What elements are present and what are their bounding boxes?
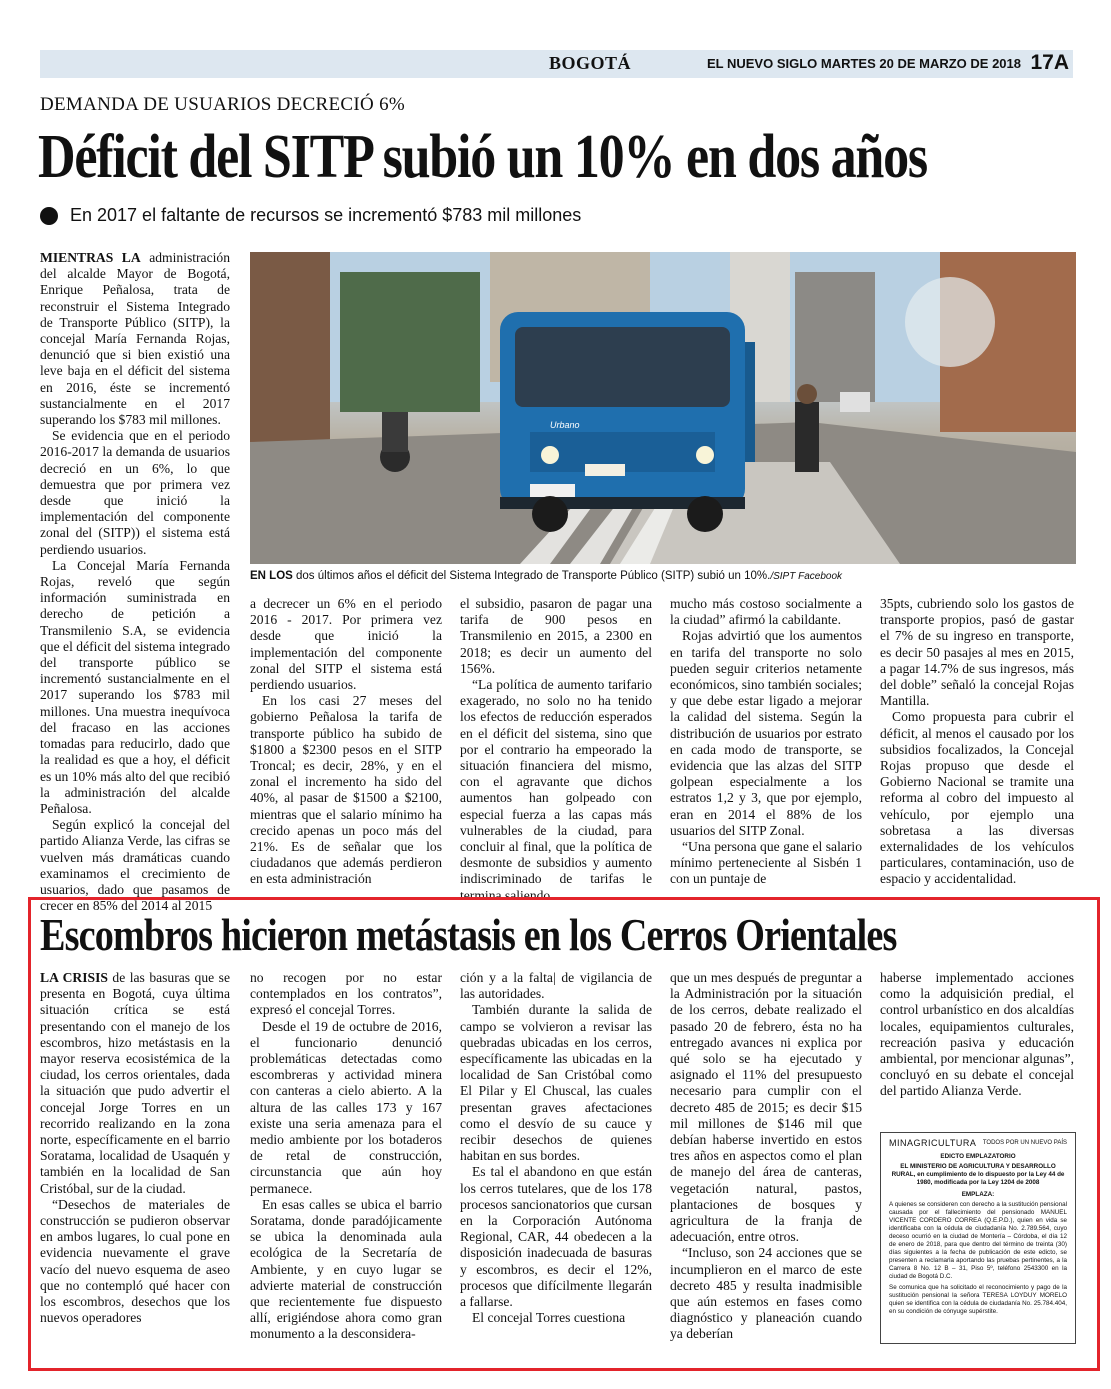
edict-body: A quienes se consideren con derecho a la sustitución pensional causada por el fallecimiento del pensionado MANUEL VICENTE CORDERO CORREA (Q.E.P.D.), quien en vida se identificaba con la cédula de ciudadanía No. 2.789.564, cuyo deceso ocurrió en la ciudad de Montería – Córdoba, el día 12 de enero de 2018, para que dentro del término de treinta (30) días siguientes a la fecha de publicación de este edicto, se presenten a reclamarla aportando las pruebas pertinentes, a la Carrera 8 No. 12 B – 31, Piso 5º, teléfono 2543300 en la ciudad de Bogotá D.C. — [889, 1201, 1067, 1280]
article2-column-2 — [250, 970, 442, 1342]
paragraph: Rojas advirtió que los aumentos en tarifa del transporte no solo pueden seguir criterios netamente económicos, sino también sociales; y que debe estar ligado a mejorar la calidad del sistema. Según la distribución de usuarios por estrato en cada modo de transporte, se evidencia que las alzas del SITP golpean especialmente a los estratos 1,2 y 3, que por ejemplo, eran en 2014 el 88% de los usuarios del SITP Zonal. — [670, 628, 862, 838]
paragraph-text: de las basuras que se presenta en Bogotá, cuya última situación crítica se está presentando con el manejo de los escombros, hizo metástasis en la mayor reserva ecosistémica de la ciudad, los cerros orientales, dada la situación que pudo advertir el concejal Jorge Torres en un recorrido realizando en la zona norte, específicamente en el barrio Soratama, localidad de Usaquén y también en la localidad de San Cristóbal, sur de la ciudad. — [40, 970, 230, 1196]
paragraph: El concejal Torres cuestiona — [472, 1310, 626, 1326]
article1-subhead-text: En 2017 el faltante de recursos se incrementó $783 mil millones — [70, 205, 582, 225]
edict-verb: EMPLAZA: — [961, 1191, 995, 1198]
edict-notice — [880, 1132, 1076, 1344]
edict-logos — [889, 1139, 1067, 1147]
paragraph: mucho más costoso socialmente a la ciudad” afirmó la cabildante. — [670, 596, 862, 628]
article1-column-1 — [40, 250, 230, 914]
paragraph: “Una persona que gane el salario mínimo perteneciente al Sisbén 1 con un puntaje de — [670, 839, 862, 887]
paragraph: También durante la salida de campo se volvieron a revisar las quebradas ubicadas en los cerros, específicamente las ubicadas en la localidad de San Cristóbal como El Pilar y El Chuscal, las cuales presentan graves afectaciones como el desvío de su cauce y recibir desechos de quienes habitan en sus bordes. — [460, 1002, 652, 1164]
photo-caption — [250, 570, 1080, 582]
bus-photo — [250, 252, 1076, 564]
lead-in: LA CRISIS — [40, 970, 108, 985]
paragraph: el subsidio, pasaron de pagar una tarifa de 900 pesos en Transmilenio en 2015, a 2300 en 2018; es decir un aumento del 156%. — [460, 596, 652, 676]
edict-title: EDICTO EMPLAZATORIO — [940, 1153, 1016, 1160]
edict-body: Se comunica que ha solicitado el reconocimiento y pago de la sustitución pensional la señora TERESA LOYDUY MORELO quien se identifica con la cédula de ciudadanía No. 25.784.404, en su condición de cónyuge supérstite. — [889, 1284, 1067, 1315]
paragraph: En los casi 27 meses del gobierno Peñalosa la tarifa de transporte público ha subido de $1800 a $2300 pesos en el SITP Troncal; es decir, 28%, y en el zonal el incremento ha sido del 40%, al pasar de $1500 a $2100, mientras que el salario mínimo ha crecido apenas un poco más del 21%. Es de señalar que los ciudadanos que además perdieron en esta administración — [250, 693, 442, 887]
bus-sign-text: Urbano — [550, 420, 580, 430]
lead-in: MIENTRAS LA — [40, 250, 141, 265]
paragraph: Según explicó la concejal del partido Alianza Verde, las cifras se vuelven más dramáticas cuando examinamos el crecimiento de usuarios, dado que pasamos de crecer en 85% del 2014 al 2015 — [40, 817, 230, 914]
bullet-icon — [40, 207, 58, 225]
paragraph: Se evidencia que en el periodo 2016-2017 la demanda de usuarios decreció en un 6%, lo que demuestra que por primera vez desde que inició la implementación del componente zonal del (SITP)) el sistema está perdiendo usuarios. — [40, 428, 230, 557]
paragraph: que un mes después de preguntar a la Administración por la situación de los cerros, debate realizado el pasado 20 de febrero, ésta no ha entregado avances ni explica por qué solo se ha ejecutado y asignado el 11% del presupuesto necesario para cumplir con el decreto 485 de 2015; es decir $15 mil millones de $146 mil que debían haberse invertido en estos tres años en aspectos como el plan de manejo del área de canteras, vegetación natural, pastos, plantaciones de bosques y agricultura de la franja de adecuación, entre otros. — [670, 970, 862, 1245]
page-number: 17A — [1030, 51, 1069, 74]
paragraph — [40, 250, 230, 428]
edict-issuer: EL MINISTERIO DE AGRICULTURA Y DESARROLLO RURAL, en cumplimiento de lo dispuesto por la Ley 44 de 1980, modificada por la Ley 1204 de 2008 — [891, 1163, 1065, 1186]
paragraph: Es tal el abandono en que están los cerros tutelares, que de los 178 procesos sancionatorios que cursan en la Corporación Autónoma Regional, CAR, 44 obedecen a la disposición inadecuada de basuras y escombros, es decir el 12%, procesos que difícilmente llegarán a fallarse. — [460, 1164, 652, 1310]
article1-column-2 — [250, 596, 442, 887]
paragraph — [40, 970, 230, 1197]
section-name: BOGOTÁ — [548, 53, 631, 73]
paragraph: no recogen por no estar contemplados en los contratos”, expresó el concejal Torres. — [250, 970, 442, 1018]
paragraph: “Incluso, son 24 acciones que se incumplieron en el marco de este decreto 485 y resulta inadmisible que aún estemos en fases como diagnóstico y planeación cuando ya deberían — [670, 1245, 862, 1342]
ministry-logo: MINAGRICULTURA — [889, 1138, 977, 1148]
paragraph: Desde el 19 de octubre de 2016, el funcionario denunció problemáticas detectadas como escombreras y actividad minera con canteras a cielo abierto. A la altura de las calles 173 y 167 existe una seria amenaza para el medio ambiente por los botaderos de retal de construcción, circunstancia que aún hoy permanece. — [250, 1018, 442, 1196]
article2-column-5 — [880, 970, 1074, 1120]
paragraph: Como propuesta para cubrir el déficit, al menos el causado por los subsidios focalizados, la Concejal Rojas propuso que desde el Gobierno Nacional se tramite una reforma al cobro del impuesto al vehículo, por ejemplo una sobretasa a las diversas externalidades de los vehículos particulares, contaminación, uso de espacio y accidentalidad. — [880, 709, 1074, 887]
bus-photo-illustration — [250, 252, 1076, 564]
paragraph: ción y a la falta| de vigilancia de las autoridades. — [460, 970, 652, 1002]
caption-lead: EN LOS — [250, 570, 293, 582]
caption-text: dos últimos años el déficit del Sistema Integrado de Transporte Público (SITP) subió un 10%. — [292, 570, 771, 582]
paragraph: haberse implementado acciones como la adquisición predial, el control urbanístico en dos alcaldías locales, equipamientos culturales, recreación pasiva y educación ambiental, por mencionar algunas”, concluyó en su debate el concejal del partido Alianza Verde. — [880, 970, 1074, 1099]
paragraph: 35pts, cubriendo solo los gastos de transporte propios, pasó de gastar el 7% de su ingreso en transporte, es decir 50 pasajes al mes en 2015, a pagar 14.7% de sus ingresos, más del doble” señaló la concejal Rojas Mantilla. — [880, 596, 1074, 709]
article1-column-4 — [670, 596, 862, 887]
page-header — [40, 50, 1073, 78]
paragraph: a decrecer un 6% en el periodo 2016 - 2017. Por primera vez desde que inició la implementación del componente zonal del SITP el sistema está perdiendo usuarios. — [250, 596, 442, 693]
paragraph: En esas calles se ubica el barrio Soratama, donde paradójicamente se ubica la denominada aula ecológica de la Secretaría de Ambiente, y en cuyo lugar se advierte material de construcción que recientemente fue dispuesto allí, erigiéndose ahora como gran monumento a la desconsidera- — [250, 1196, 442, 1342]
paragraph: “Desechos de materiales de construcción se pudieron observar en ambos lugares, lo cual pone en evidencia nuevamente el grave vacío del nuevo esquema de aseo que no contempló qué hacer con los escombros, desechos que los nuevos operadores — [40, 1196, 230, 1326]
paragraph: “La política de aumento tarifario exagerado, no solo no ha tenido los efectos de reducción esperados en el déficit del sistema, sino que por el contrario ha empeorado la situación financiera del mismo, con el agravante que dichos aumentos han golpeado con especial fuerza a las capas más vulnerables de la ciudad, para concluir al final, que la política de desmonte de subsidios y aumento indiscriminado de tarifas le termina saliendo — [460, 677, 652, 903]
article1-headline: Déficit del SITP subió un 10% en dos años — [38, 123, 927, 191]
article2-column-3 — [460, 970, 652, 1330]
article1-subhead — [40, 205, 581, 226]
article1-kicker: DEMANDA DE USUARIOS DECRECIÓ 6% — [40, 94, 406, 115]
government-logo: TODOS POR UN NUEVO PAÍS — [982, 1140, 1067, 1146]
article2-headline: Escombros hicieron metástasis en los Cerros Orientales — [40, 909, 897, 960]
photo-credit: /SIPT Facebook — [770, 571, 843, 582]
article1-column-5 — [880, 596, 1074, 887]
masthead-date: EL NUEVO SIGLO MARTES 20 DE MARZO DE 2018 — [707, 56, 1021, 71]
article1-column-3 — [460, 596, 652, 903]
paragraph: La Concejal María Fernanda Rojas, reveló que según información suministrada en derecho de petición a Transmilenio S.A, se evidencia que el déficit del sistema integrado del transporte público se incrementó sustancialmente en el 2017 superando los $783 mil millones. Una muestra inequívoca del fracaso en las acciones tomadas para reducirlo, dado que la realidad es que a hoy, el déficit es un 10% más alto del que recibió la administración del alcalde Peñalosa. — [40, 557, 230, 816]
article2-column-4 — [670, 970, 862, 1342]
paragraph-text: administración del alcalde Mayor de Bogotá, Enrique Peñalosa, trata de reconstruir el Sistema Integrado de Transporte Público (SITP), la concejal María Fernanda Rojas, denunció que si bien existió una leve baja en el déficit del sistema en 2016, éste se incrementó sustancialmente en el 2017 superando los $783 mil millones. — [40, 250, 230, 428]
article2-column-1 — [40, 970, 230, 1330]
